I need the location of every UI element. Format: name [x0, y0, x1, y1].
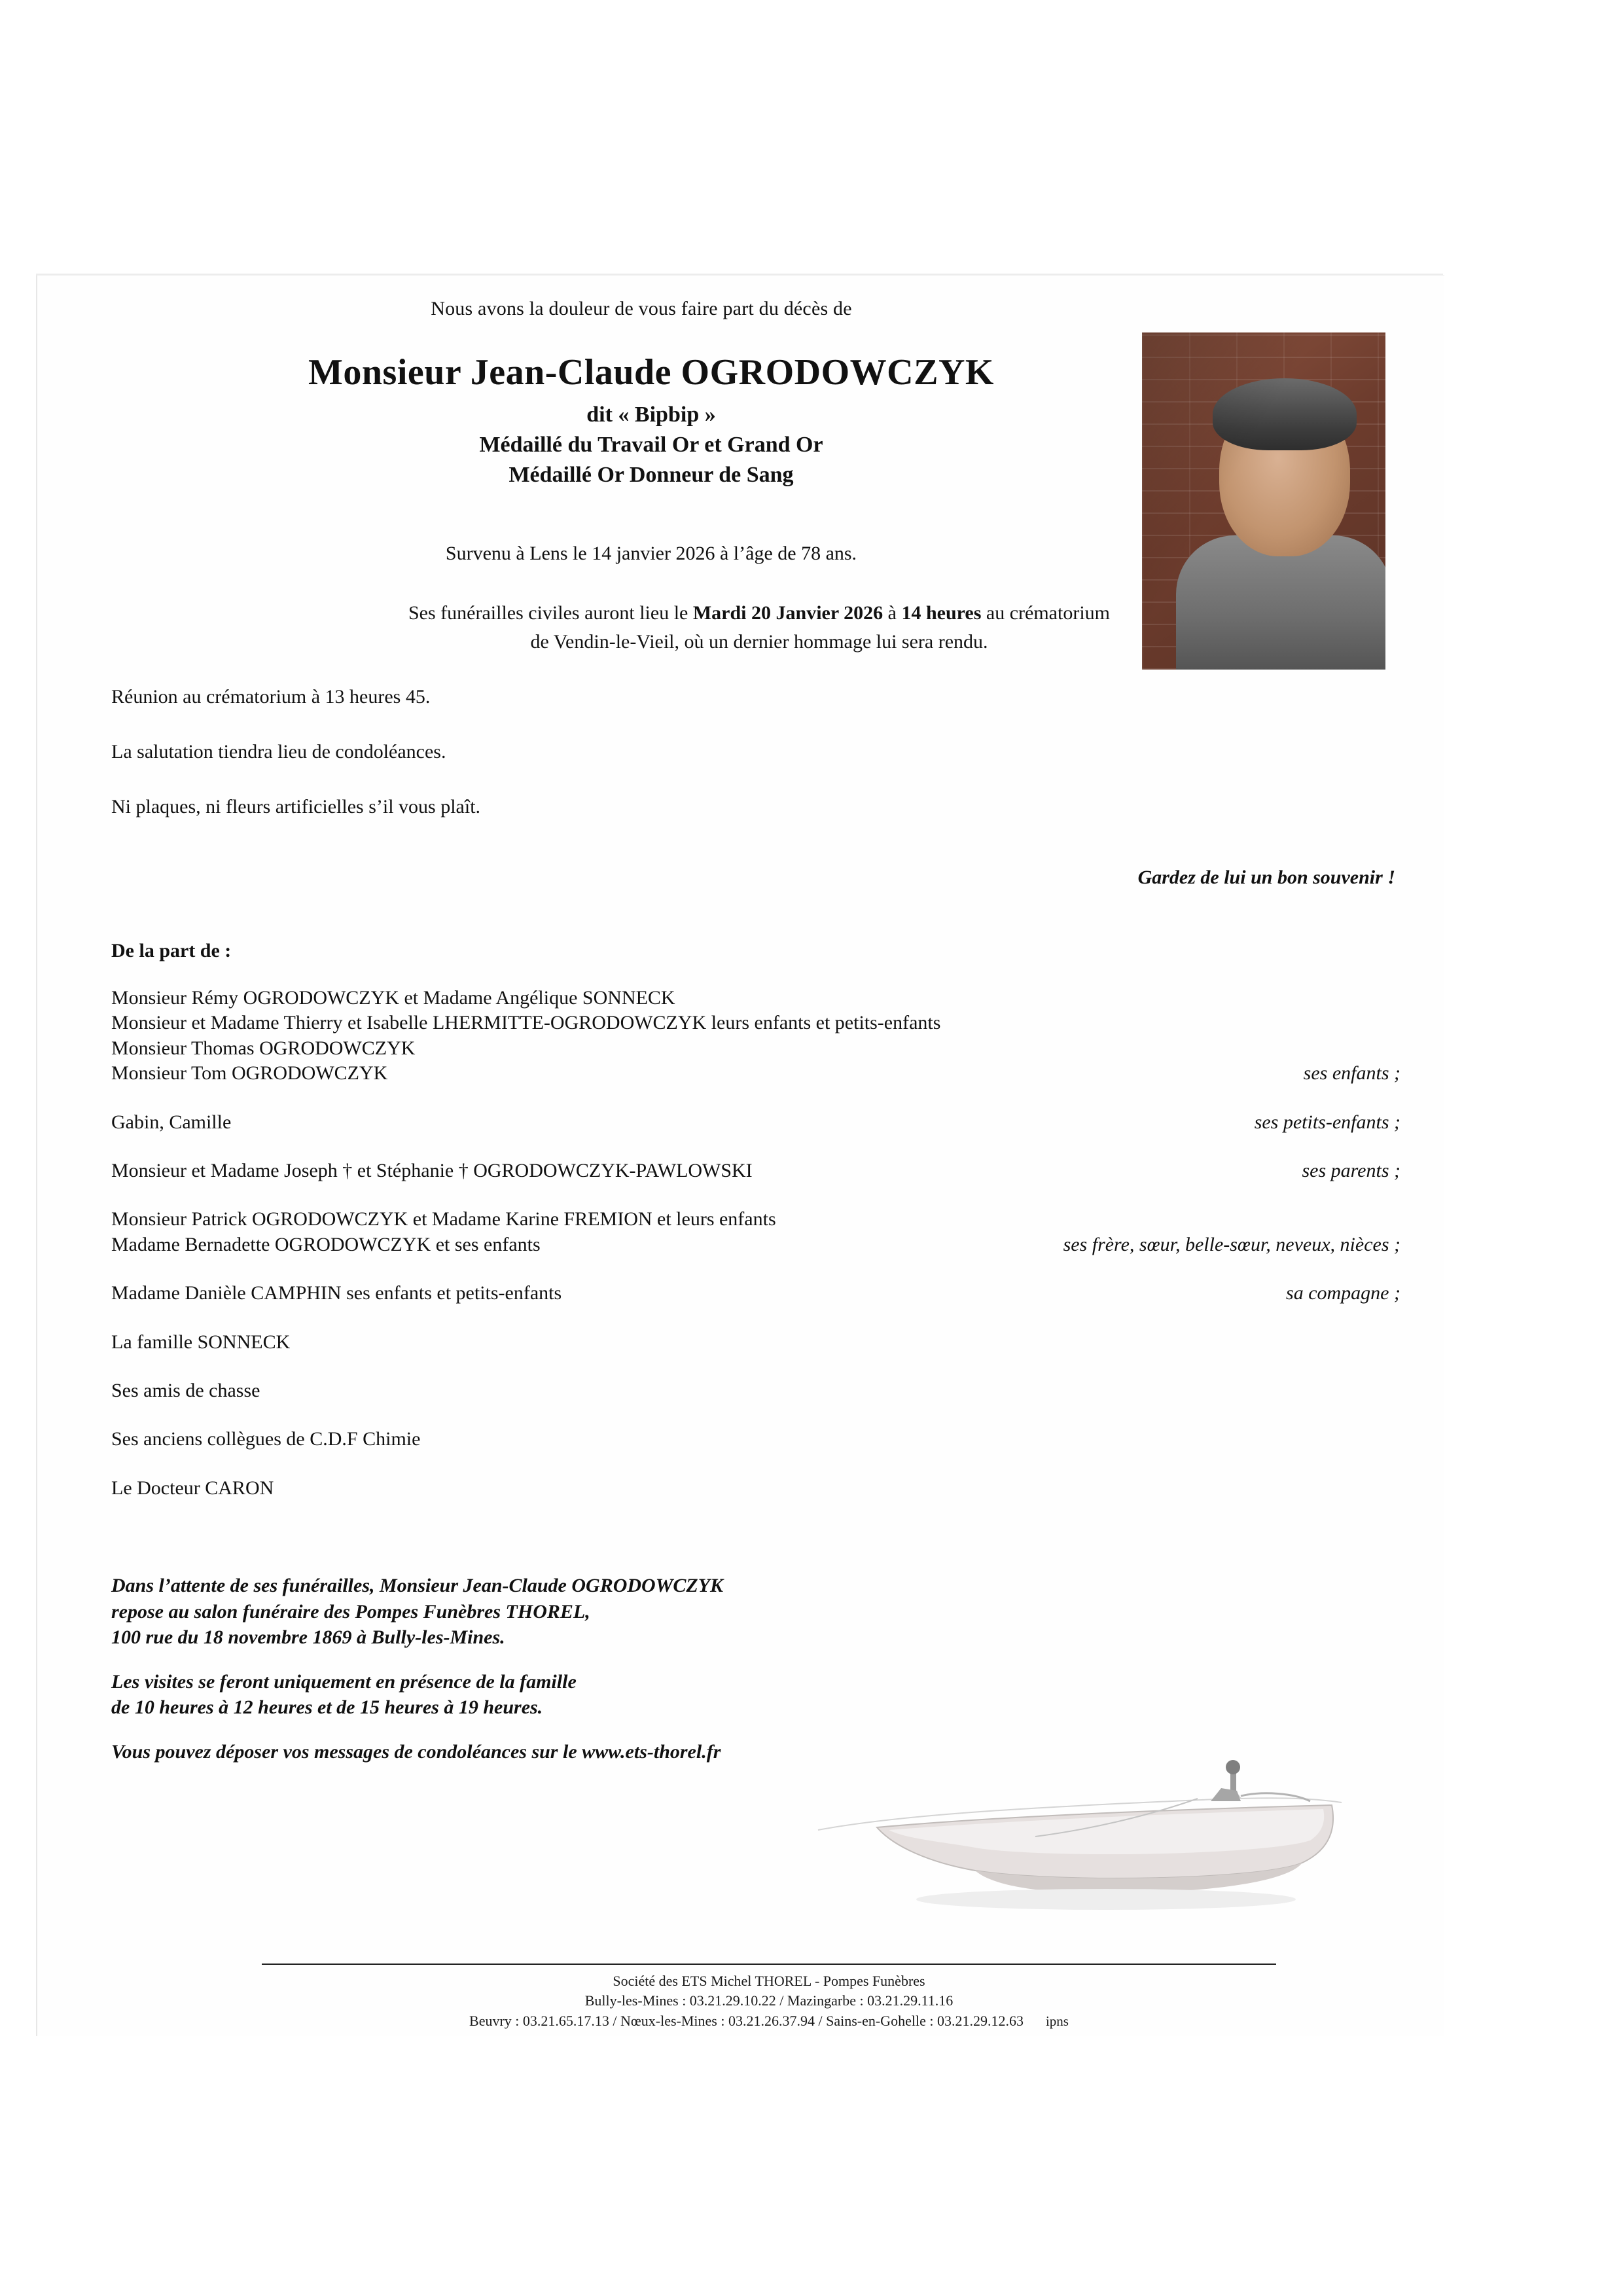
- family-names: Monsieur Patrick OGRODOWCZYK et Madame Karine FREMION et leurs enfants: [111, 1208, 776, 1230]
- note-1: Réunion au crématorium à 13 heures 45.: [111, 686, 431, 708]
- family-names: Monsieur Thomas OGRODOWCZYK: [111, 1037, 416, 1059]
- family-group: [111, 1330, 1407, 1355]
- family-group: [111, 1476, 1407, 1501]
- family-row: [111, 1011, 1407, 1035]
- family-row: [111, 1036, 1407, 1061]
- family-role: sa compagne ;: [1286, 1282, 1400, 1304]
- closing-block: [111, 1573, 1407, 1765]
- family-row: [111, 1158, 1407, 1183]
- funeral-text-part2: à: [883, 602, 902, 624]
- family-names: Ses amis de chasse: [111, 1379, 260, 1401]
- family-names: Monsieur et Madame Thierry et Isabelle LHERMITTE-OGRODOWCZYK leurs enfants et petits-enfants: [111, 1012, 941, 1034]
- closing-paragraph-1: Dans l’attente de ses funérailles, Monsieur Jean-Claude OGRODOWCZYK repose au salon funéraire des Pompes Funèbres THOREL, 100 rue du 18 novembre 1869 à Bully-les-Mines.: [111, 1575, 724, 1649]
- footer-company: Société des ETS Michel THOREL - Pompes Funèbres: [613, 1973, 925, 1989]
- family-row: [111, 1061, 1407, 1086]
- family-row: [111, 1281, 1407, 1306]
- family-names: Ses anciens collègues de C.D.F Chimie: [111, 1428, 421, 1450]
- funeral-text-part3: au crématorium: [981, 602, 1110, 624]
- family-group: [111, 1110, 1407, 1135]
- family-names: La famille SONNECK: [111, 1331, 291, 1353]
- family-row: [111, 1330, 1407, 1355]
- footer-phones-2-text: Beuvry : 03.21.65.17.13 / Nœux-les-Mines : 03.21.26.37.94 / Sains-en-Gohelle : 03.21.29.12.63: [469, 2012, 1024, 2029]
- keepsake-message: Gardez de lui un bon souvenir !: [1137, 867, 1395, 888]
- family-names: Madame Danièle CAMPHIN ses enfants et petits-enfants: [111, 1282, 562, 1304]
- funeral-details: [111, 599, 1407, 656]
- funeral-time: 14 heures: [901, 602, 982, 624]
- family-row: [111, 1476, 1407, 1501]
- funeral-text-part1: Ses funérailles civiles auront lieu le: [408, 602, 693, 624]
- family-row: [111, 1427, 1407, 1452]
- family-group: [111, 1158, 1407, 1183]
- family-names: Gabin, Camille: [111, 1111, 232, 1133]
- footer-ipns: ipns: [1045, 2013, 1069, 2029]
- family-role: ses enfants ;: [1303, 1062, 1400, 1085]
- deceased-nickname: dit « Bipbip »: [586, 403, 716, 427]
- family-names: Le Docteur CARON: [111, 1477, 274, 1499]
- family-group: [111, 1378, 1407, 1403]
- note-3: Ni plaques, ni fleurs artificielles s’il vous plaît.: [111, 796, 481, 817]
- footer: [262, 1964, 1276, 2031]
- family-names: Madame Bernadette OGRODOWCZYK et ses enfants: [111, 1233, 541, 1255]
- footer-divider: [262, 1964, 1276, 1965]
- family-names: Monsieur et Madame Joseph † et Stéphanie † OGRODOWCZYK-PAWLOWSKI: [111, 1159, 753, 1181]
- footer-phones-1: Bully-les-Mines : 03.21.29.10.22 / Mazingarbe : 03.21.29.11.16: [584, 1992, 954, 2009]
- family-row: [111, 986, 1407, 1011]
- medal-line-1: Médaillé du Travail Or et Grand Or: [479, 433, 823, 457]
- family-role: ses petits-enfants ;: [1254, 1111, 1400, 1133]
- family-role: ses parents ;: [1302, 1159, 1400, 1181]
- family-row: [111, 1378, 1407, 1403]
- closing-paragraph-3: Vous pouvez déposer vos messages de condoléances sur le www.ets-thorel.fr: [111, 1741, 721, 1763]
- family-list: [111, 986, 1407, 1501]
- family-row: [111, 1110, 1407, 1135]
- family-role: ses frère, sœur, belle-sœur, neveux, nièces ;: [1063, 1233, 1400, 1255]
- family-names: Monsieur Rémy OGRODOWCZYK et Madame Angélique SONNECK: [111, 987, 675, 1009]
- family-names: Monsieur Tom OGRODOWCZYK: [111, 1062, 388, 1085]
- footer-phones-2: [262, 2011, 1276, 2031]
- funeral-place: de Vendin-le-Vieil, où un dernier hommage lui sera rendu.: [530, 630, 988, 653]
- death-line: Survenu à Lens le 14 janvier 2026 à l’âge de 78 ans.: [445, 543, 857, 564]
- family-row: [111, 1207, 1407, 1232]
- from-title: De la part de :: [111, 940, 232, 961]
- closing-paragraph-2: Les visites se feront uniquement en présence de la famille de 10 heures à 12 heures et de 15 heures à 19 heures.: [111, 1670, 577, 1719]
- medal-line-2: Médaillé Or Donneur de Sang: [508, 463, 794, 487]
- deceased-name: Monsieur Jean-Claude OGRODOWCZYK: [308, 352, 994, 393]
- family-row: [111, 1232, 1407, 1257]
- lead-text: Nous avons la douleur de vous faire part du décès de: [431, 298, 852, 319]
- announcement-content: [111, 298, 1407, 1784]
- family-group: [111, 986, 1407, 1086]
- family-group: [111, 1427, 1407, 1452]
- family-group: [111, 1281, 1407, 1306]
- funeral-date: Mardi 20 Janvier 2026: [692, 602, 883, 624]
- note-2: La salutation tiendra lieu de condoléances.: [111, 741, 446, 762]
- family-group: [111, 1207, 1407, 1257]
